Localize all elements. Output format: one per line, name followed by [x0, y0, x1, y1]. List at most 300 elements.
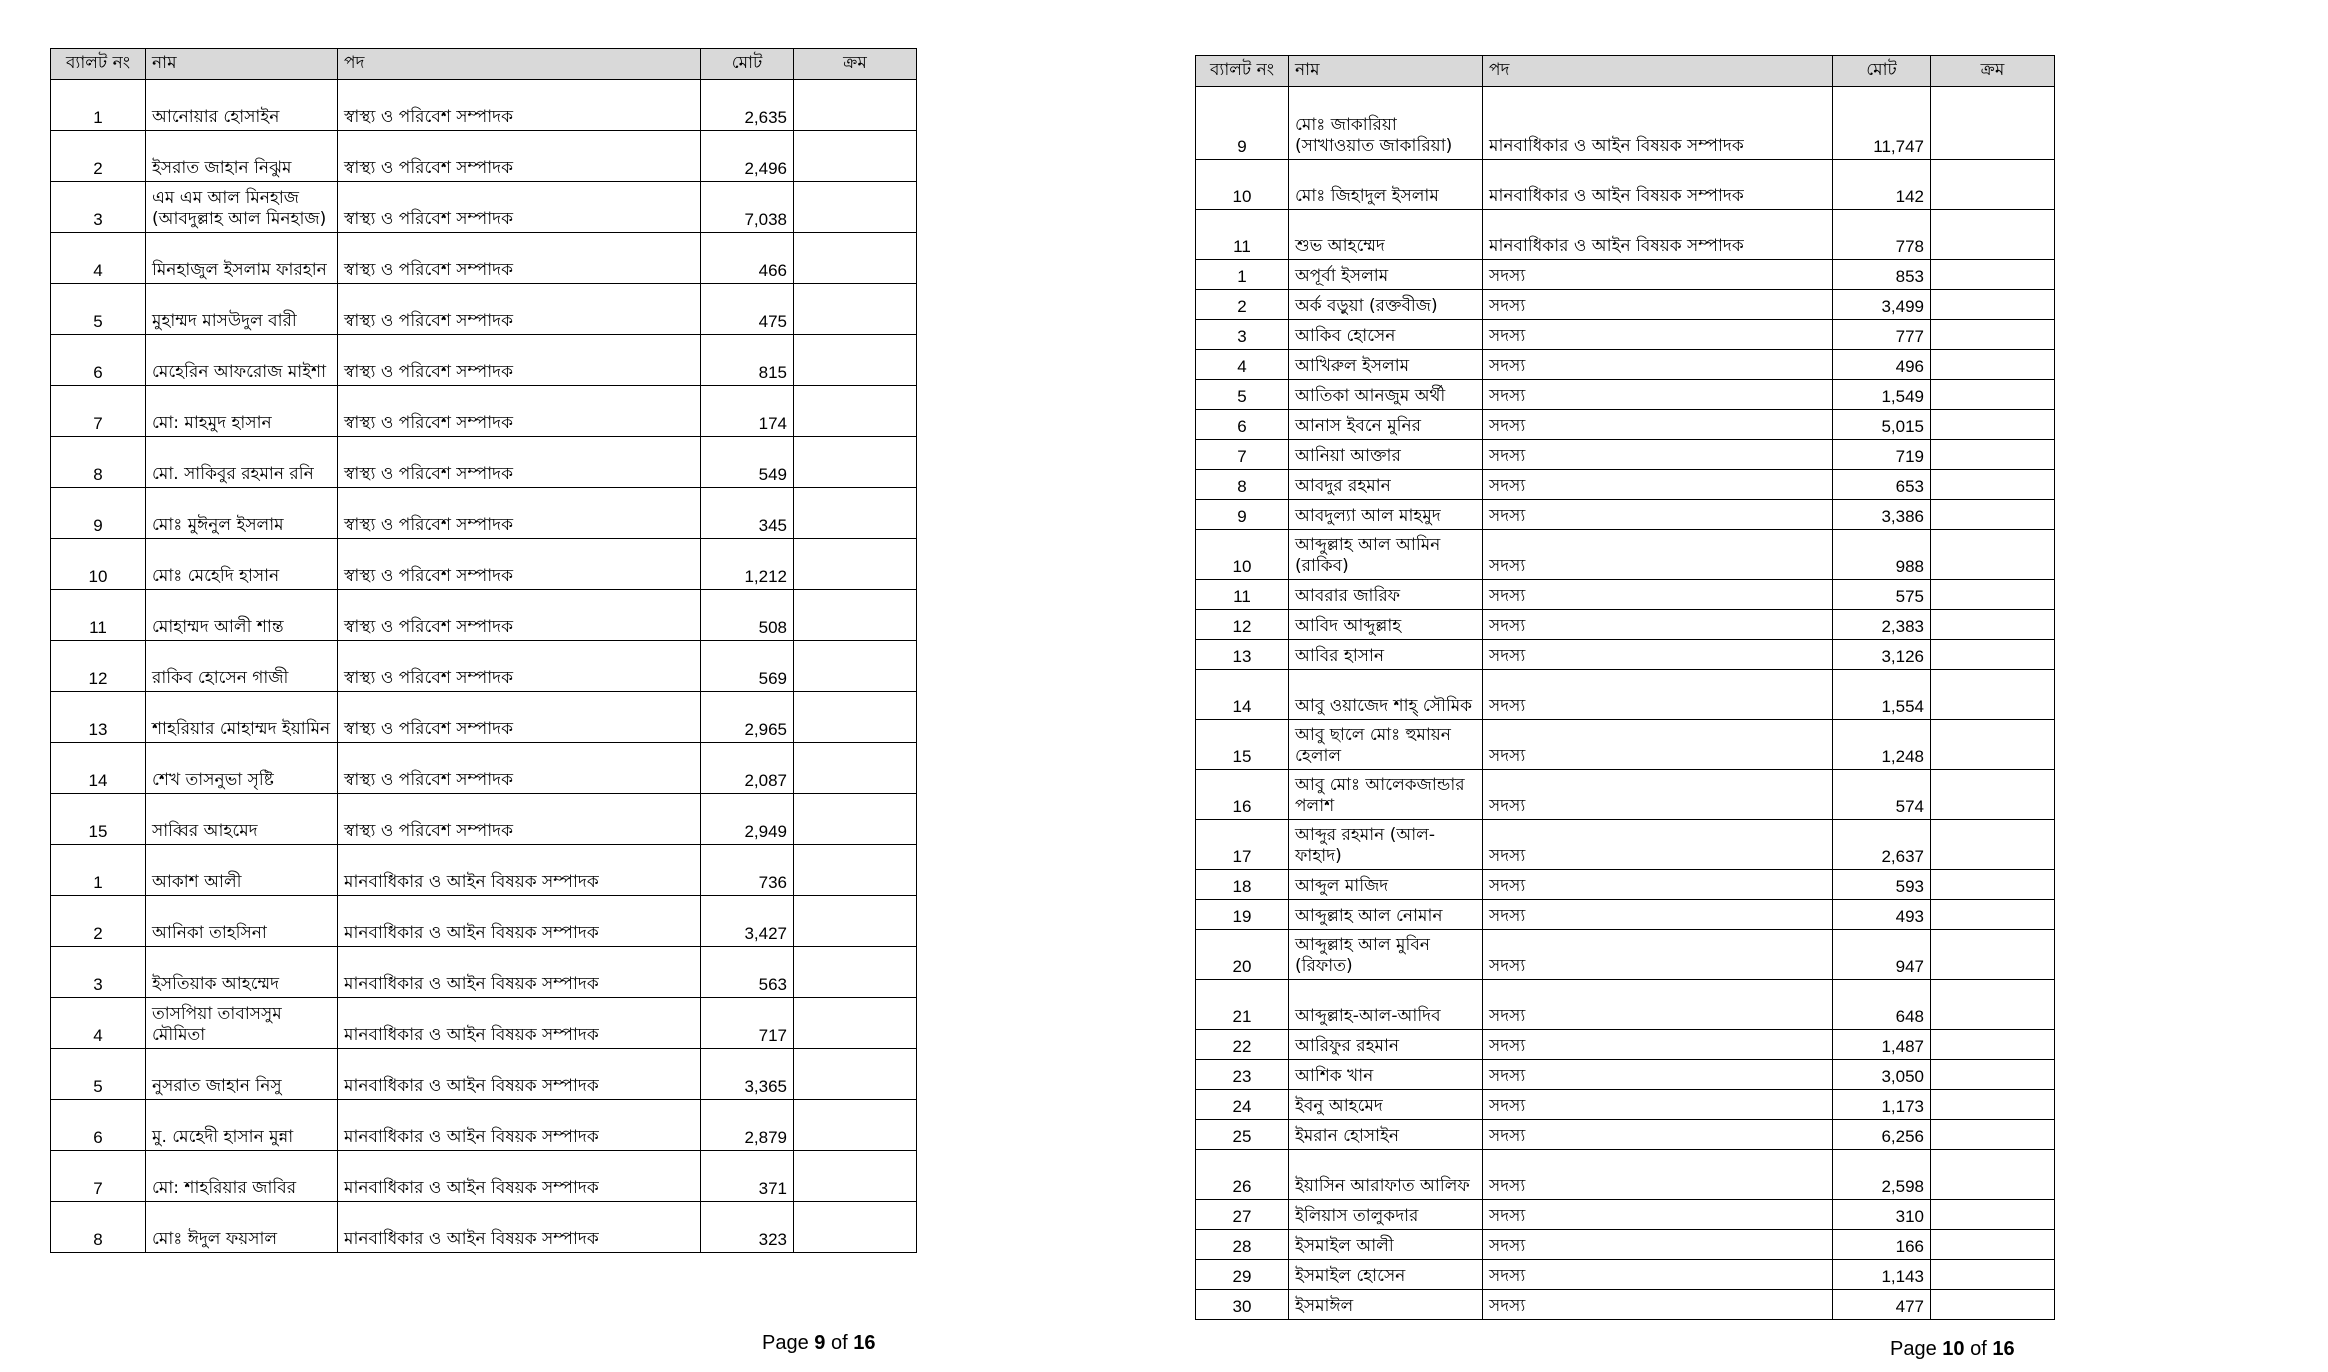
table-row [51, 182, 917, 233]
table-row [1196, 640, 2055, 670]
table-row [51, 386, 917, 437]
table-row [51, 284, 917, 335]
cell-total: 1,549 [1833, 380, 1931, 410]
cell-post: স্বাস্থ্য ও পরিবেশ সম্পাদক [338, 131, 701, 182]
cell-name: আবু মোঃ আলেকজান্ডার পলাশ [1289, 770, 1483, 820]
table-row [1196, 770, 2055, 820]
table-row [51, 437, 917, 488]
cell-name: আবিদ আব্দুল্লাহ [1289, 610, 1483, 640]
table-row [1196, 1150, 2055, 1200]
header-ballot-no: ব্যালট নং [51, 49, 146, 80]
cell-total: 475 [701, 284, 794, 335]
cell-name: মোঃ মুঈনুল ইসলাম [146, 488, 338, 539]
cell-total: 310 [1833, 1200, 1931, 1230]
table-row [51, 131, 917, 182]
table-body [51, 80, 917, 1253]
cell-post: সদস্য [1483, 500, 1833, 530]
cell-rank [794, 896, 917, 947]
cell-name: আরিফুর রহমান [1289, 1030, 1483, 1060]
cell-rank [794, 539, 917, 590]
cell-post: স্বাস্থ্য ও পরিবেশ সম্পাদক [338, 641, 701, 692]
cell-post: মানবাধিকার ও আইন বিষয়ক সম্পাদক [1483, 87, 1833, 160]
cell-total: 1,554 [1833, 670, 1931, 720]
cell-name: মেহেরিন আফরোজ মাইশা [146, 335, 338, 386]
cell-post: সদস্য [1483, 1230, 1833, 1260]
cell-total: 3,386 [1833, 500, 1931, 530]
cell-ballot-no: 20 [1196, 930, 1289, 980]
cell-total: 717 [701, 998, 794, 1049]
table-row [51, 1049, 917, 1100]
cell-rank [1931, 210, 2055, 260]
table-row [1196, 260, 2055, 290]
cell-post: সদস্য [1483, 1290, 1833, 1320]
cell-name: মো: শাহরিয়ার জাবির [146, 1151, 338, 1202]
cell-ballot-no: 23 [1196, 1060, 1289, 1090]
cell-post: স্বাস্থ্য ও পরিবেশ সম্পাদক [338, 794, 701, 845]
cell-name: আব্দুল্লাহ আল আমিন (রাকিব) [1289, 530, 1483, 580]
cell-total: 3,499 [1833, 290, 1931, 320]
cell-post: স্বাস্থ্য ও পরিবেশ সম্পাদক [338, 437, 701, 488]
cell-name: এম এম আল মিনহাজ (আবদুল্লাহ আল মিনহাজ) [146, 182, 338, 233]
cell-rank [794, 692, 917, 743]
cell-name: মোঃ জিহাদুল ইসলাম [1289, 160, 1483, 210]
cell-total: 6,256 [1833, 1120, 1931, 1150]
table-row [1196, 350, 2055, 380]
cell-post: সদস্য [1483, 1150, 1833, 1200]
page-of: of [830, 1332, 848, 1354]
cell-rank [1931, 160, 2055, 210]
cell-ballot-no: 2 [1196, 290, 1289, 320]
cell-rank [1931, 820, 2055, 870]
cell-total: 3,365 [701, 1049, 794, 1100]
cell-name: আনিকা তাহসিনা [146, 896, 338, 947]
cell-total: 563 [701, 947, 794, 998]
cell-ballot-no: 7 [1196, 440, 1289, 470]
page-total: 16 [1992, 1338, 2015, 1360]
header-post: পদ [1483, 56, 1833, 87]
page-of: of [1970, 1338, 1987, 1360]
table-row [51, 896, 917, 947]
cell-rank [1931, 1290, 2055, 1320]
cell-name: অপূর্বা ইসলাম [1289, 260, 1483, 290]
cell-total: 323 [701, 1202, 794, 1253]
cell-post: সদস্য [1483, 980, 1833, 1030]
cell-ballot-no: 13 [51, 692, 146, 743]
cell-total: 11,747 [1833, 87, 1931, 160]
cell-name: আনাস ইবনে মুনির [1289, 410, 1483, 440]
cell-rank [1931, 720, 2055, 770]
cell-name: আবু ওয়াজেদ শাহ্ সৌমিক [1289, 670, 1483, 720]
page-label: Page [762, 1332, 809, 1354]
table-row [1196, 87, 2055, 160]
cell-name: মোঃ মেহেদি হাসান [146, 539, 338, 590]
cell-ballot-no: 1 [1196, 260, 1289, 290]
cell-total: 569 [701, 641, 794, 692]
cell-total: 1,487 [1833, 1030, 1931, 1060]
cell-total: 719 [1833, 440, 1931, 470]
cell-name: মোহাম্মদ আলী শান্ত [146, 590, 338, 641]
table-row [1196, 470, 2055, 500]
table-row [1196, 870, 2055, 900]
cell-post: সদস্য [1483, 770, 1833, 820]
cell-name: শাহরিয়ার মোহাম্মদ ইয়ামিন [146, 692, 338, 743]
table-header-row [1196, 56, 2055, 87]
cell-ballot-no: 10 [51, 539, 146, 590]
cell-post: সদস্য [1483, 290, 1833, 320]
cell-name: আকিব হোসেন [1289, 320, 1483, 350]
cell-ballot-no: 4 [1196, 350, 1289, 380]
cell-rank [794, 386, 917, 437]
cell-ballot-no: 19 [1196, 900, 1289, 930]
cell-post: সদস্য [1483, 640, 1833, 670]
cell-name: আবির হাসান [1289, 640, 1483, 670]
cell-rank [794, 488, 917, 539]
cell-name: ইবনু আহমেদ [1289, 1090, 1483, 1120]
cell-name: শুভ আহম্মেদ [1289, 210, 1483, 260]
cell-post: স্বাস্থ্য ও পরিবেশ সম্পাদক [338, 386, 701, 437]
cell-rank [1931, 260, 2055, 290]
cell-total: 1,212 [701, 539, 794, 590]
cell-ballot-no: 24 [1196, 1090, 1289, 1120]
cell-total: 371 [701, 1151, 794, 1202]
cell-rank [1931, 380, 2055, 410]
cell-name: আব্দুল মাজিদ [1289, 870, 1483, 900]
table-row [1196, 580, 2055, 610]
cell-total: 2,496 [701, 131, 794, 182]
page-label: Page [1890, 1338, 1937, 1360]
cell-name: আব্দুল্লাহ আল মুবিন (রিফাত) [1289, 930, 1483, 980]
cell-post: স্বাস্থ্য ও পরিবেশ সম্পাদক [338, 488, 701, 539]
cell-post: সদস্য [1483, 670, 1833, 720]
table-row [1196, 1060, 2055, 1090]
cell-name: আতিকা আনজুম অর্থী [1289, 380, 1483, 410]
cell-total: 2,087 [701, 743, 794, 794]
table-row [51, 590, 917, 641]
cell-rank [794, 80, 917, 131]
cell-total: 2,635 [701, 80, 794, 131]
cell-post: সদস্য [1483, 930, 1833, 980]
cell-rank [1931, 1150, 2055, 1200]
table-row [1196, 440, 2055, 470]
cell-rank [1931, 640, 2055, 670]
cell-name: মোঃ জাকারিয়া (সাখাওয়াত জাকারিয়া) [1289, 87, 1483, 160]
cell-name: আকাশ আলী [146, 845, 338, 896]
cell-ballot-no: 9 [51, 488, 146, 539]
cell-name: ইলিয়াস তালুকদার [1289, 1200, 1483, 1230]
cell-total: 1,173 [1833, 1090, 1931, 1120]
cell-rank [794, 131, 917, 182]
cell-ballot-no: 14 [51, 743, 146, 794]
cell-name: ইমরান হোসাইন [1289, 1120, 1483, 1150]
cell-name: নুসরাত জাহান নিসু [146, 1049, 338, 1100]
header-rank: ক্রম [1931, 56, 2055, 87]
cell-total: 3,427 [701, 896, 794, 947]
cell-rank [1931, 530, 2055, 580]
cell-ballot-no: 14 [1196, 670, 1289, 720]
cell-total: 2,637 [1833, 820, 1931, 870]
cell-rank [794, 1151, 917, 1202]
cell-total: 508 [701, 590, 794, 641]
cell-ballot-no: 26 [1196, 1150, 1289, 1200]
cell-ballot-no: 2 [51, 896, 146, 947]
cell-ballot-no: 3 [1196, 320, 1289, 350]
cell-name: ইসরাত জাহান নিঝুম [146, 131, 338, 182]
header-name: নাম [146, 49, 338, 80]
cell-ballot-no: 1 [51, 80, 146, 131]
cell-post: স্বাস্থ্য ও পরিবেশ সম্পাদক [338, 692, 701, 743]
cell-rank [794, 182, 917, 233]
page-footer [762, 1332, 875, 1355]
page-footer [1890, 1338, 2015, 1361]
header-rank: ক্রম [794, 49, 917, 80]
cell-rank [1931, 410, 2055, 440]
cell-rank [794, 590, 917, 641]
cell-ballot-no: 5 [1196, 380, 1289, 410]
cell-ballot-no: 8 [51, 1202, 146, 1253]
table-body [1196, 87, 2055, 1320]
cell-ballot-no: 29 [1196, 1260, 1289, 1290]
cell-rank [794, 794, 917, 845]
cell-rank [1931, 87, 2055, 160]
cell-name: সাব্বির আহমেদ [146, 794, 338, 845]
cell-rank [1931, 320, 2055, 350]
cell-name: ইসমাইল হোসেন [1289, 1260, 1483, 1290]
cell-ballot-no: 18 [1196, 870, 1289, 900]
results-table [1195, 55, 2055, 1320]
cell-name: শেখ তাসনুভা সৃষ্টি [146, 743, 338, 794]
header-total: মোট [701, 49, 794, 80]
header-total: মোট [1833, 56, 1931, 87]
cell-post: মানবাধিকার ও আইন বিষয়ক সম্পাদক [338, 1100, 701, 1151]
cell-rank [1931, 1090, 2055, 1120]
cell-total: 575 [1833, 580, 1931, 610]
cell-ballot-no: 9 [1196, 87, 1289, 160]
cell-post: সদস্য [1483, 820, 1833, 870]
table-row [1196, 530, 2055, 580]
cell-name: আবদুর রহমান [1289, 470, 1483, 500]
cell-name: ইয়াসিন আরাফাত আলিফ [1289, 1150, 1483, 1200]
cell-rank [794, 1049, 917, 1100]
cell-ballot-no: 3 [51, 182, 146, 233]
cell-ballot-no: 8 [51, 437, 146, 488]
cell-rank [1931, 980, 2055, 1030]
cell-ballot-no: 2 [51, 131, 146, 182]
cell-total: 466 [701, 233, 794, 284]
cell-ballot-no: 4 [51, 998, 146, 1049]
table-row [1196, 210, 2055, 260]
cell-post: সদস্য [1483, 530, 1833, 580]
table-row [51, 794, 917, 845]
cell-rank [1931, 1030, 2055, 1060]
table-row [1196, 1090, 2055, 1120]
cell-total: 2,598 [1833, 1150, 1931, 1200]
cell-post: সদস্য [1483, 260, 1833, 290]
cell-ballot-no: 6 [51, 1100, 146, 1151]
cell-rank [794, 335, 917, 386]
cell-ballot-no: 30 [1196, 1290, 1289, 1320]
table-row [51, 335, 917, 386]
table-row [1196, 720, 2055, 770]
table-row [51, 1151, 917, 1202]
table-row [1196, 900, 2055, 930]
cell-ballot-no: 3 [51, 947, 146, 998]
header-name: নাম [1289, 56, 1483, 87]
table-row [1196, 290, 2055, 320]
cell-post: সদস্য [1483, 1120, 1833, 1150]
cell-post: স্বাস্থ্য ও পরিবেশ সম্পাদক [338, 539, 701, 590]
cell-post: সদস্য [1483, 440, 1833, 470]
cell-post: সদস্য [1483, 900, 1833, 930]
cell-ballot-no: 28 [1196, 1230, 1289, 1260]
cell-ballot-no: 17 [1196, 820, 1289, 870]
cell-post: সদস্য [1483, 1200, 1833, 1230]
cell-post: সদস্য [1483, 320, 1833, 350]
table-row [1196, 160, 2055, 210]
cell-rank [1931, 350, 2055, 380]
cell-ballot-no: 6 [51, 335, 146, 386]
table-row [1196, 1120, 2055, 1150]
table-row [51, 641, 917, 692]
table-row [1196, 1260, 2055, 1290]
cell-ballot-no: 27 [1196, 1200, 1289, 1230]
table-row [1196, 380, 2055, 410]
cell-ballot-no: 9 [1196, 500, 1289, 530]
table-row [51, 998, 917, 1049]
cell-post: সদস্য [1483, 870, 1833, 900]
table-row [1196, 820, 2055, 870]
table-row [51, 743, 917, 794]
cell-name: আবু ছালে মোঃ হুমায়ন হেলাল [1289, 720, 1483, 770]
cell-ballot-no: 12 [1196, 610, 1289, 640]
cell-rank [794, 233, 917, 284]
table-row [1196, 1200, 2055, 1230]
cell-total: 5,015 [1833, 410, 1931, 440]
cell-post: মানবাধিকার ও আইন বিষয়ক সম্পাদক [338, 845, 701, 896]
cell-total: 166 [1833, 1230, 1931, 1260]
cell-rank [1931, 770, 2055, 820]
table-row [51, 1202, 917, 1253]
cell-rank [794, 947, 917, 998]
cell-ballot-no: 12 [51, 641, 146, 692]
cell-total: 493 [1833, 900, 1931, 930]
cell-name: ইসতিয়াক আহম্মেদ [146, 947, 338, 998]
cell-rank [1931, 440, 2055, 470]
cell-total: 3,050 [1833, 1060, 1931, 1090]
cell-rank [1931, 670, 2055, 720]
cell-name: রাকিব হোসেন গাজী [146, 641, 338, 692]
cell-ballot-no: 4 [51, 233, 146, 284]
cell-total: 648 [1833, 980, 1931, 1030]
cell-name: আনোয়ার হোসাইন [146, 80, 338, 131]
cell-total: 736 [701, 845, 794, 896]
table-row [51, 488, 917, 539]
cell-total: 574 [1833, 770, 1931, 820]
cell-ballot-no: 11 [1196, 580, 1289, 610]
cell-total: 777 [1833, 320, 1931, 350]
cell-ballot-no: 11 [51, 590, 146, 641]
cell-post: সদস্য [1483, 720, 1833, 770]
cell-ballot-no: 6 [1196, 410, 1289, 440]
cell-rank [794, 845, 917, 896]
cell-rank [1931, 500, 2055, 530]
cell-post: মানবাধিকার ও আইন বিষয়ক সম্পাদক [338, 1202, 701, 1253]
cell-rank [1931, 1200, 2055, 1230]
cell-total: 549 [701, 437, 794, 488]
cell-name: আশিক খান [1289, 1060, 1483, 1090]
table-row [51, 1100, 917, 1151]
cell-ballot-no: 11 [1196, 210, 1289, 260]
cell-ballot-no: 13 [1196, 640, 1289, 670]
page-total: 16 [853, 1332, 876, 1354]
cell-ballot-no: 16 [1196, 770, 1289, 820]
results-table [50, 48, 917, 1253]
cell-total: 778 [1833, 210, 1931, 260]
cell-name: মু. মেহেদী হাসান মুন্না [146, 1100, 338, 1151]
cell-rank [794, 641, 917, 692]
cell-total: 2,879 [701, 1100, 794, 1151]
cell-total: 1,248 [1833, 720, 1931, 770]
cell-name: আব্দুল্লাহ আল নোমান [1289, 900, 1483, 930]
cell-rank [1931, 470, 2055, 500]
cell-name: আবরার জারিফ [1289, 580, 1483, 610]
table-row [1196, 980, 2055, 1030]
cell-total: 1,143 [1833, 1260, 1931, 1290]
cell-name: মুহাম্মদ মাসউদুল বারী [146, 284, 338, 335]
cell-ballot-no: 10 [1196, 160, 1289, 210]
cell-rank [1931, 1260, 2055, 1290]
cell-rank [794, 1100, 917, 1151]
cell-rank [794, 1202, 917, 1253]
header-post: পদ [338, 49, 701, 80]
table-row [1196, 500, 2055, 530]
cell-ballot-no: 15 [51, 794, 146, 845]
table-row [1196, 320, 2055, 350]
cell-rank [794, 743, 917, 794]
table-row [51, 845, 917, 896]
cell-post: স্বাস্থ্য ও পরিবেশ সম্পাদক [338, 80, 701, 131]
cell-rank [1931, 1120, 2055, 1150]
cell-rank [1931, 610, 2055, 640]
cell-ballot-no: 15 [1196, 720, 1289, 770]
table-row [1196, 610, 2055, 640]
cell-total: 7,038 [701, 182, 794, 233]
table-row [1196, 1230, 2055, 1260]
cell-ballot-no: 5 [51, 1049, 146, 1100]
table-row [1196, 930, 2055, 980]
cell-rank [1931, 290, 2055, 320]
header-ballot-no: ব্যালট নং [1196, 56, 1289, 87]
cell-total: 653 [1833, 470, 1931, 500]
cell-post: সদস্য [1483, 1060, 1833, 1090]
cell-post: মানবাধিকার ও আইন বিষয়ক সম্পাদক [338, 1049, 701, 1100]
cell-rank [1931, 1060, 2055, 1090]
document-page-10 [1195, 55, 2054, 1320]
cell-post: মানবাধিকার ও আইন বিষয়ক সম্পাদক [338, 896, 701, 947]
cell-post: সদস্য [1483, 1090, 1833, 1120]
cell-rank [794, 998, 917, 1049]
cell-post: স্বাস্থ্য ও পরিবেশ সম্পাদক [338, 233, 701, 284]
cell-ballot-no: 22 [1196, 1030, 1289, 1060]
cell-total: 345 [701, 488, 794, 539]
cell-post: সদস্য [1483, 410, 1833, 440]
cell-name: আবদুল্যা আল মাহমুদ [1289, 500, 1483, 530]
cell-post: স্বাস্থ্য ও পরিবেশ সম্পাদক [338, 335, 701, 386]
cell-total: 988 [1833, 530, 1931, 580]
cell-name: তাসপিয়া তাবাসসুম মৌমিতা [146, 998, 338, 1049]
cell-total: 477 [1833, 1290, 1931, 1320]
table-row [1196, 1030, 2055, 1060]
cell-post: স্বাস্থ্য ও পরিবেশ সম্পাদক [338, 743, 701, 794]
